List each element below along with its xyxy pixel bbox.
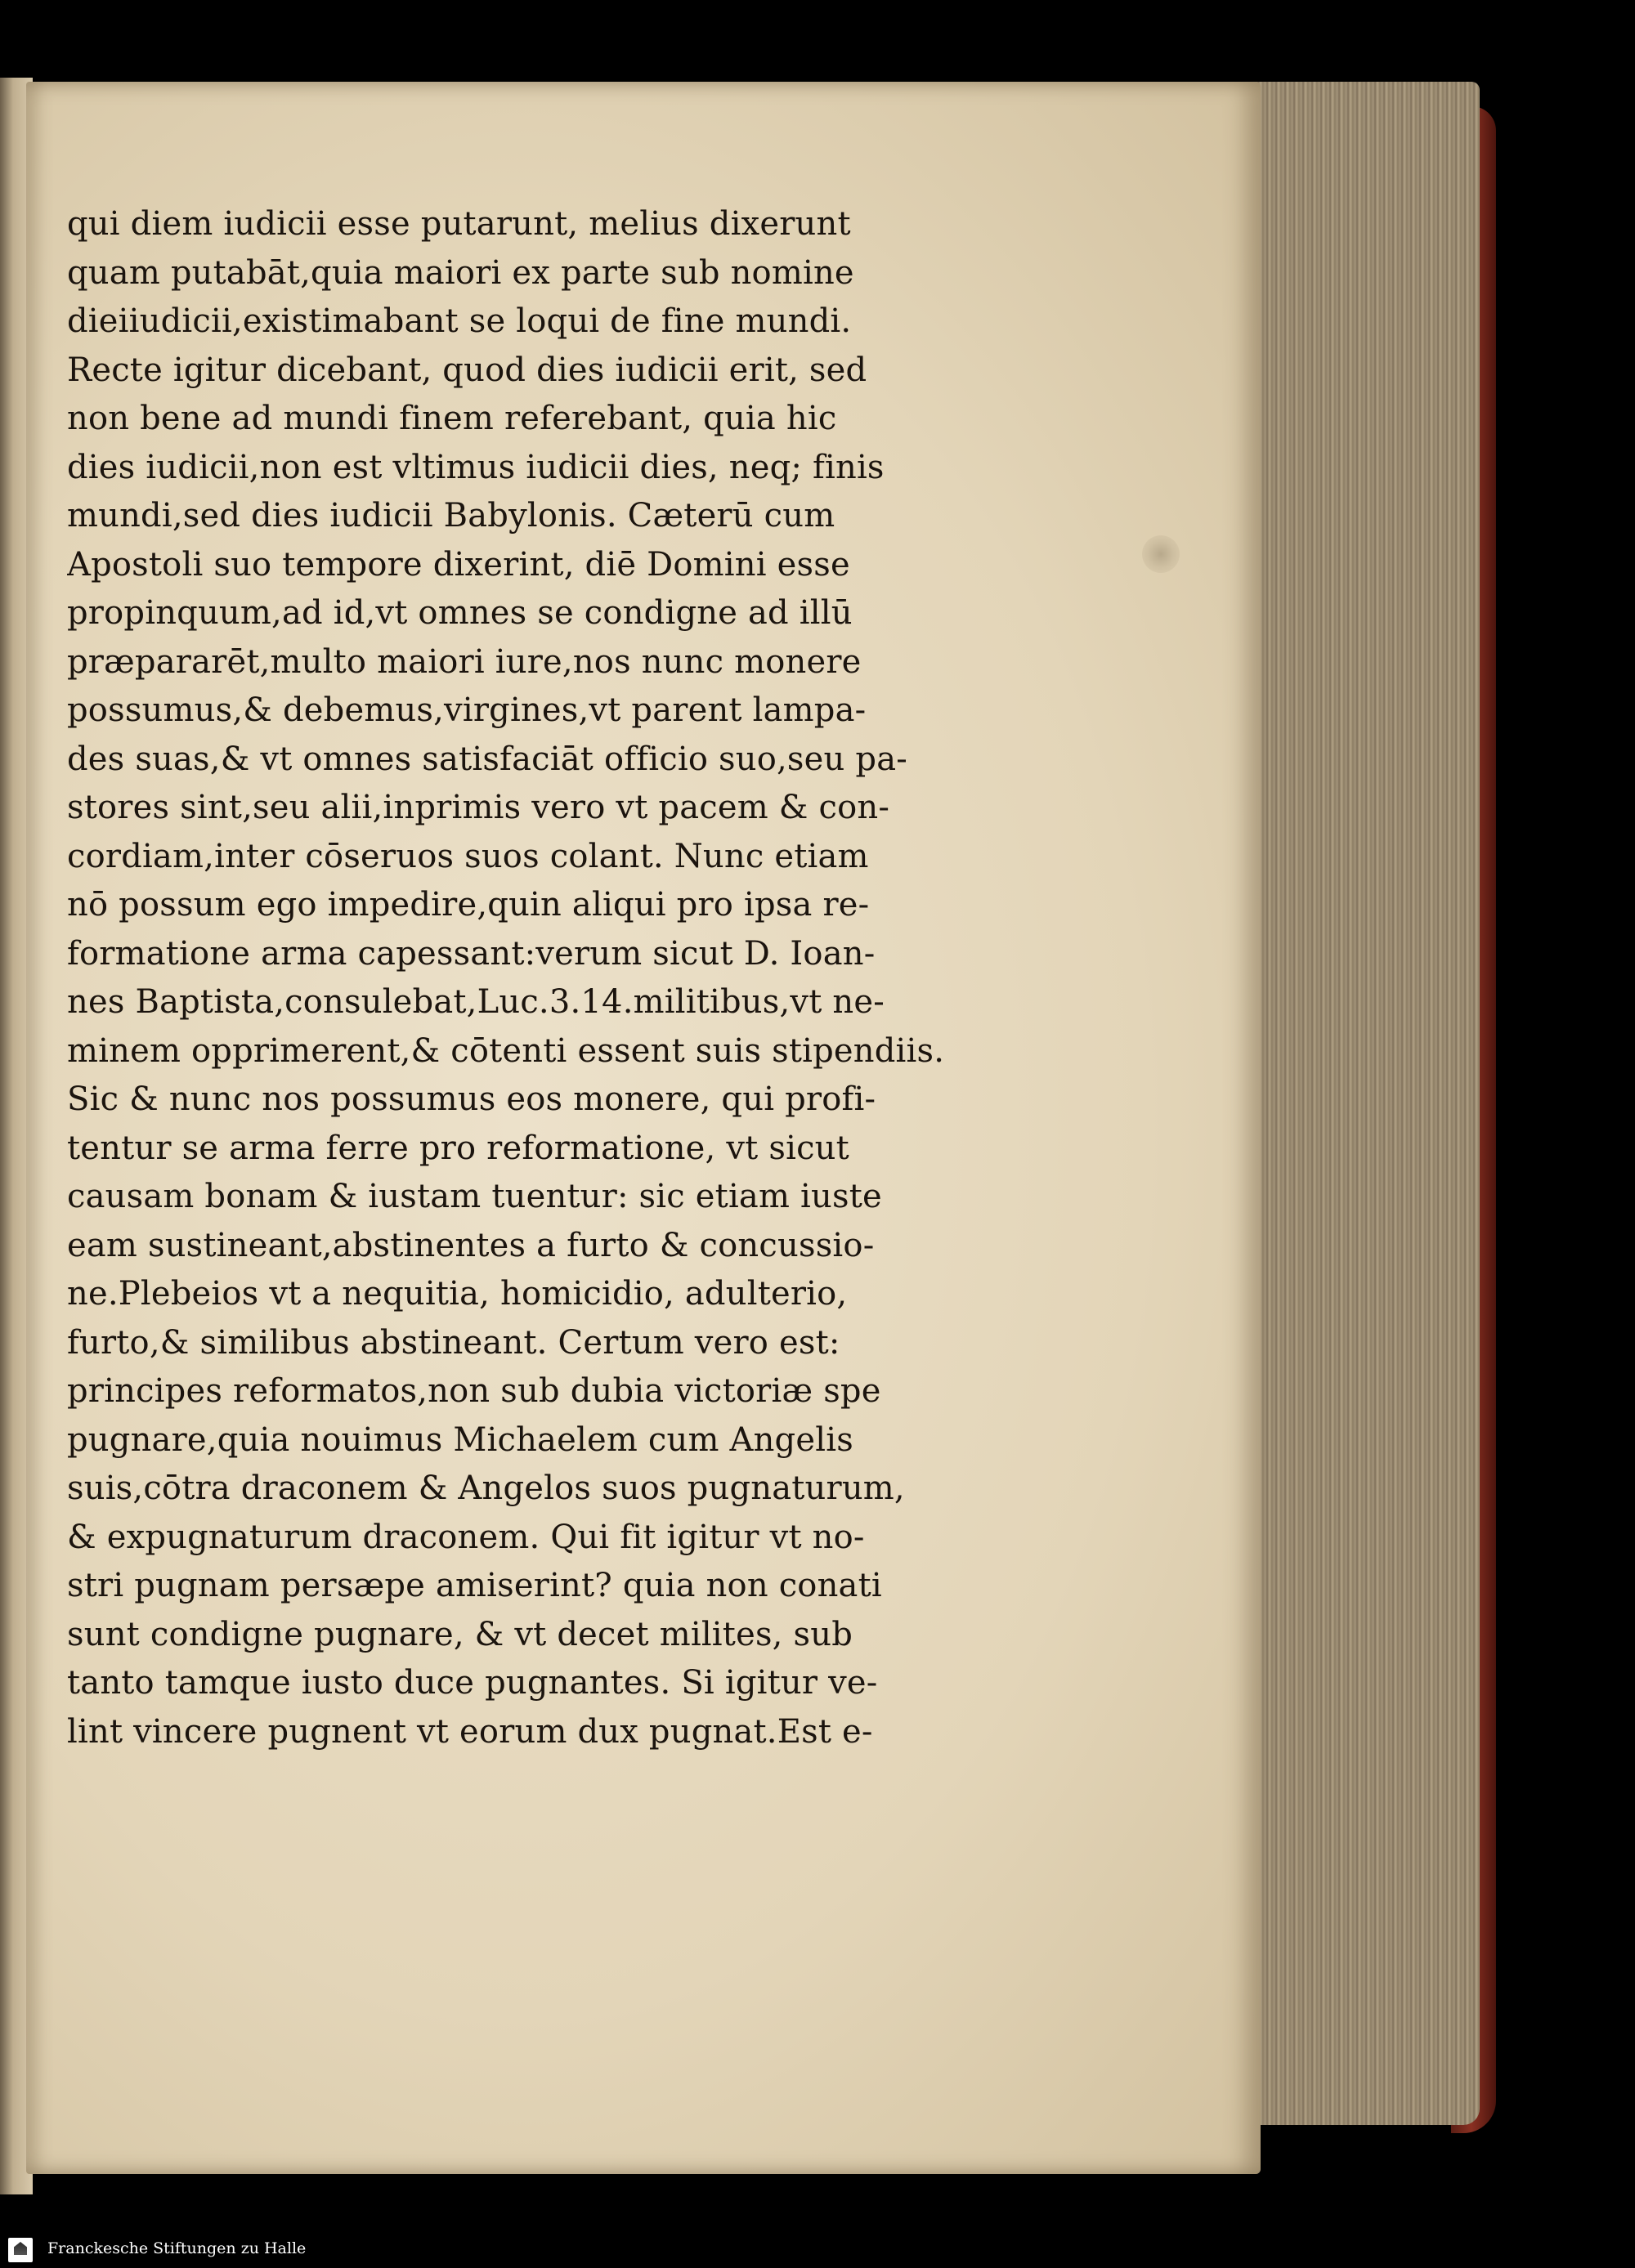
- text-line: quam putabāt,quia maiori ex parte sub nomine: [67, 253, 854, 292]
- text-line: nō possum ego impedire,quin aliqui pro ipsa re-: [67, 886, 870, 924]
- paper-stain: [1142, 535, 1180, 573]
- text-line: dies iudicii,non est vltimus iudicii dies, neq; finis: [67, 448, 885, 486]
- text-line: eam sustineant,abstinentes a furto & concussio-: [67, 1226, 875, 1264]
- text-line: stri pugnam persæpe amiserint? quia non conati: [67, 1567, 882, 1604]
- text-line: nes Baptista,consulebat,Luc.3.14.militibus,vt ne-: [67, 983, 885, 1021]
- institution-logo-icon: [8, 2238, 33, 2262]
- text-line: tanto tamque iusto duce pugnantes. Si igitur ve-: [67, 1664, 878, 1702]
- text-line: furto,& similibus abstineant. Certum vero est:: [67, 1323, 840, 1362]
- page-text: [67, 200, 987, 1756]
- footer-institution: Franckesche Stiftungen zu Halle: [47, 2239, 307, 2257]
- footer-bar: [0, 2231, 1635, 2268]
- text-line: minem opprimerent,& cōtenti essent suis stipendiis.: [67, 1031, 945, 1070]
- text-line: & expugnaturum draconem. Qui fit igitur vt no-: [67, 1518, 865, 1556]
- text-line: qui diem iudicii esse putarunt, melius dixerunt: [67, 205, 851, 243]
- text-line: des suas,& vt omnes satisfaciāt officio suo,seu pa-: [67, 740, 907, 778]
- text-line: suis,cōtra draconem & Angelos suos pugnaturum,: [67, 1470, 905, 1507]
- text-line: dieiiudicii,existimabant se loqui de fine mundi.: [67, 302, 852, 340]
- text-line: propinquum,ad id,vt omnes se condigne ad illū: [67, 594, 853, 632]
- text-line: Apostoli suo tempore dixerint, diē Domini esse: [67, 545, 850, 584]
- text-line: lint vincere pugnent vt eorum dux pugnat.Est e-: [67, 1712, 873, 1751]
- text-line: pugnare,quia nouimus Michaelem cum Angelis: [67, 1420, 853, 1459]
- text-line: præpararēt,multo maiori iure,nos nunc monere: [67, 642, 862, 681]
- text-line: principes reformatos,non sub dubia victoriæ spe: [67, 1372, 881, 1410]
- text-line: Sic & nunc nos possumus eos monere, qui profi-: [67, 1080, 876, 1118]
- text-line: non bene ad mundi finem referebant, quia hic: [67, 400, 837, 437]
- text-line: possumus,& debemus,virgines,vt parent lampa-: [67, 691, 867, 729]
- text-line: cordiam,inter cōseruos suos colant. Nunc etiam: [67, 837, 869, 875]
- text-line: tentur se arma ferre pro reformatione, vt sicut: [67, 1129, 849, 1167]
- text-line: mundi,sed dies iudicii Babylonis. Cæterū cum: [67, 497, 835, 535]
- text-line: Recte igitur dicebant, quod dies iudicii erit, sed: [67, 351, 867, 389]
- text-line: formatione arma capessant:verum sicut D. Ioan-: [67, 934, 876, 973]
- text-line: stores sint,seu alii,inprimis vero vt pacem & con-: [67, 789, 890, 826]
- book-page: [26, 82, 1261, 2174]
- text-line: ne.Plebeios vt a nequitia, homicidio, adulterio,: [67, 1275, 848, 1313]
- text-line: sunt condigne pugnare, & vt decet milites, sub: [67, 1615, 853, 1653]
- text-line: causam bonam & iustam tuentur: sic etiam iuste: [67, 1178, 882, 1215]
